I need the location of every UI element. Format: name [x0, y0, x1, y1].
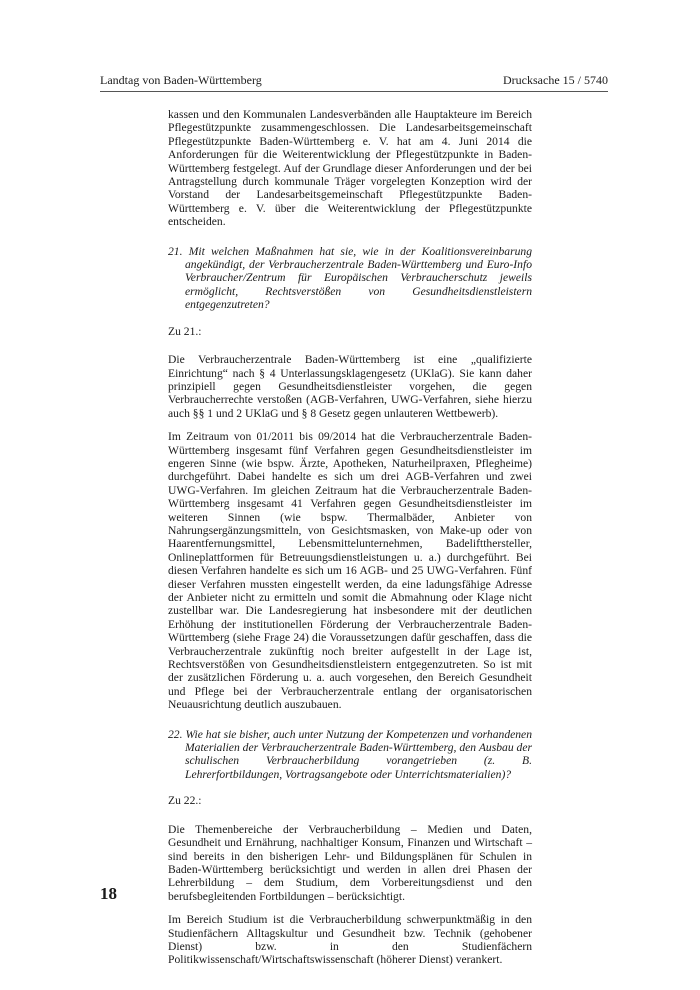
answer-22-paragraph-1: Die Themenbereiche der Verbraucherbildung – Medien und Daten, Gesundheit und Ernährung, nachhaltiger Konsum, Finanzen und Wirtschaft – sind bereits in den bisherigen Lehr- und Bildungsplänen für Schulen in Baden-Württemberg berücksichtigt und werden in allen drei Phasen der Lehrerbildung – dem Studium, dem Vorbereitungsdienst und den berufsbegleitenden Fortbildungen – berücksichtigt. [168, 822, 532, 903]
header-document-number: Drucksache 15 / 5740 [503, 73, 608, 87]
continued-paragraph: kassen und den Kommunalen Landesverbänden alle Hauptakteure im Bereich Pflegestützpunkte zusammengeschlossen. Die Landesarbeitsgemeinschaft Pflegestützpunkte Baden-Württemberg e. V. hat am 4. Juni 2014 die Anforderungen für die Weiterentwicklung der Pflegestützpunkte in Baden-Württemberg festgelegt. Auf der Grundlage dieser Anforderungen und der bei Antragstellung durch kommunale Träger vorgelegten Konzeption wird der Vorstand der Landesarbeitsgemeinschaft Pflegestützpunkte Baden-Württemberg e. V. über die Weiterentwicklung der Pflegestützpunkte entscheiden. [168, 108, 532, 229]
page-body [168, 108, 532, 977]
question-21: 21. Mit welchen Maßnahmen hat sie, wie in der Koalitionsvereinbarung angekündigt, der Verbraucherzentrale Baden-Württemberg und Euro-Info Verbraucher/Zentrum für Europäischen Verbraucherschutz jeweils ermöglicht, Rechtsverstößen von Gesundheitsdienstleistern entgegenzutreten? [168, 244, 532, 312]
header-publisher: Landtag von Baden-Württemberg [100, 73, 262, 87]
answer-heading-22: Zu 22.: [168, 794, 202, 808]
answer-22-paragraph-2: Im Bereich Studium ist die Verbraucherbildung schwerpunktmäßig in den Studienfächern Alltagskultur und Gesundheit bzw. Technik (gehobener Dienst) bzw. in den Studienfächern Politikwissenschaft/Wirtschaftswissenschaft (höherer Dienst) verankert. [168, 913, 532, 967]
answer-21-paragraph-1: Die Verbraucherzentrale Baden-Württemberg ist eine „qualifizierte Einrichtung“ nach § 4 Unterlassungsklagengesetz (UKlaG). Sie kann daher prinzipiell gegen Gesundheitsdienstleister vorgehen, die gegen Verbraucherrechte verstoßen (AGB-Verfahren, UWG-Verfahren, siehe hierzu auch §§ 1 und 2 UKlaG und § 8 Gesetz gegen unlauteren Wettbewerb). [168, 353, 532, 420]
running-header [100, 70, 608, 92]
page-number: 18 [100, 884, 117, 903]
answer-heading-21: Zu 21.: [168, 324, 202, 338]
question-22: 22. Wie hat sie bisher, auch unter Nutzung der Kompetenzen und vorhandenen Materialien der Verbraucherzentrale Baden-Württemberg, den Ausbau der schulischen Verbraucherbildung vorangetrieben (z. B. Lehrerfortbildungen, Vortragsangebote oder Unterrichtsmaterialien)? [168, 727, 532, 781]
answer-21-paragraph-2: Im Zeitraum von 01/2011 bis 09/2014 hat die Verbraucherzentrale Baden-Württemberg insgesamt fünf Verfahren gegen Gesundheitsdienstleister im engeren Sinne (wie bspw. Ärzte, Apotheken, Naturheilpraxen, Pflegheime) durchgeführt. Dabei handelte es sich um drei AGB-Verfahren und zwei UWG-Verfahren. Im gleichen Zeitraum hat die Verbraucherzentrale Baden-Württemberg insgesamt 41 Verfahren gegen Gesundheitsdienstleister im weiteren Sinnen (wie bspw. Thermalbäder, Anbieter von Nahrungsergänzungsmitteln, von Gesichtsmasken, von Make-up oder von Haarentfernungsmittel, Lebensmittelunternehmen, Badeliftthersteller, Onlineplattformen für Betreuungsdienstleistungen u. a.) durchgeführt. Bei diesen Verfahren handelte es sich um 16 AGB- und 25 UWG-Verfahren. Fünf dieser Verfahren mussten eingestellt werden, da eine ladungsfähige Adresse der Anbieter nicht zu ermitteln und somit die Abmahnung oder Klage nicht zustellbar war. Die Landesregierung hat insbesondere mit der deutlichen Erhöhung der institutionellen Förderung der Verbraucherzentrale Baden-Württemberg (siehe Frage 24) die Voraussetzungen dafür geschaffen, dass die Verbraucherzentrale zukünftig noch breiter aufgestellt in der Lage ist, Rechtsverstößen von Gesundheitsdienstleistern entgegenzutreten. So ist mit der zusätzlichen Förderung u. a. auch vorgesehen, den Bereich Gesundheit und Pflege bei der Verbraucherzentrale entlang der organisatorischen Neuausrichtung deutlich auszubauen. [168, 430, 532, 712]
header-rule [100, 91, 608, 92]
